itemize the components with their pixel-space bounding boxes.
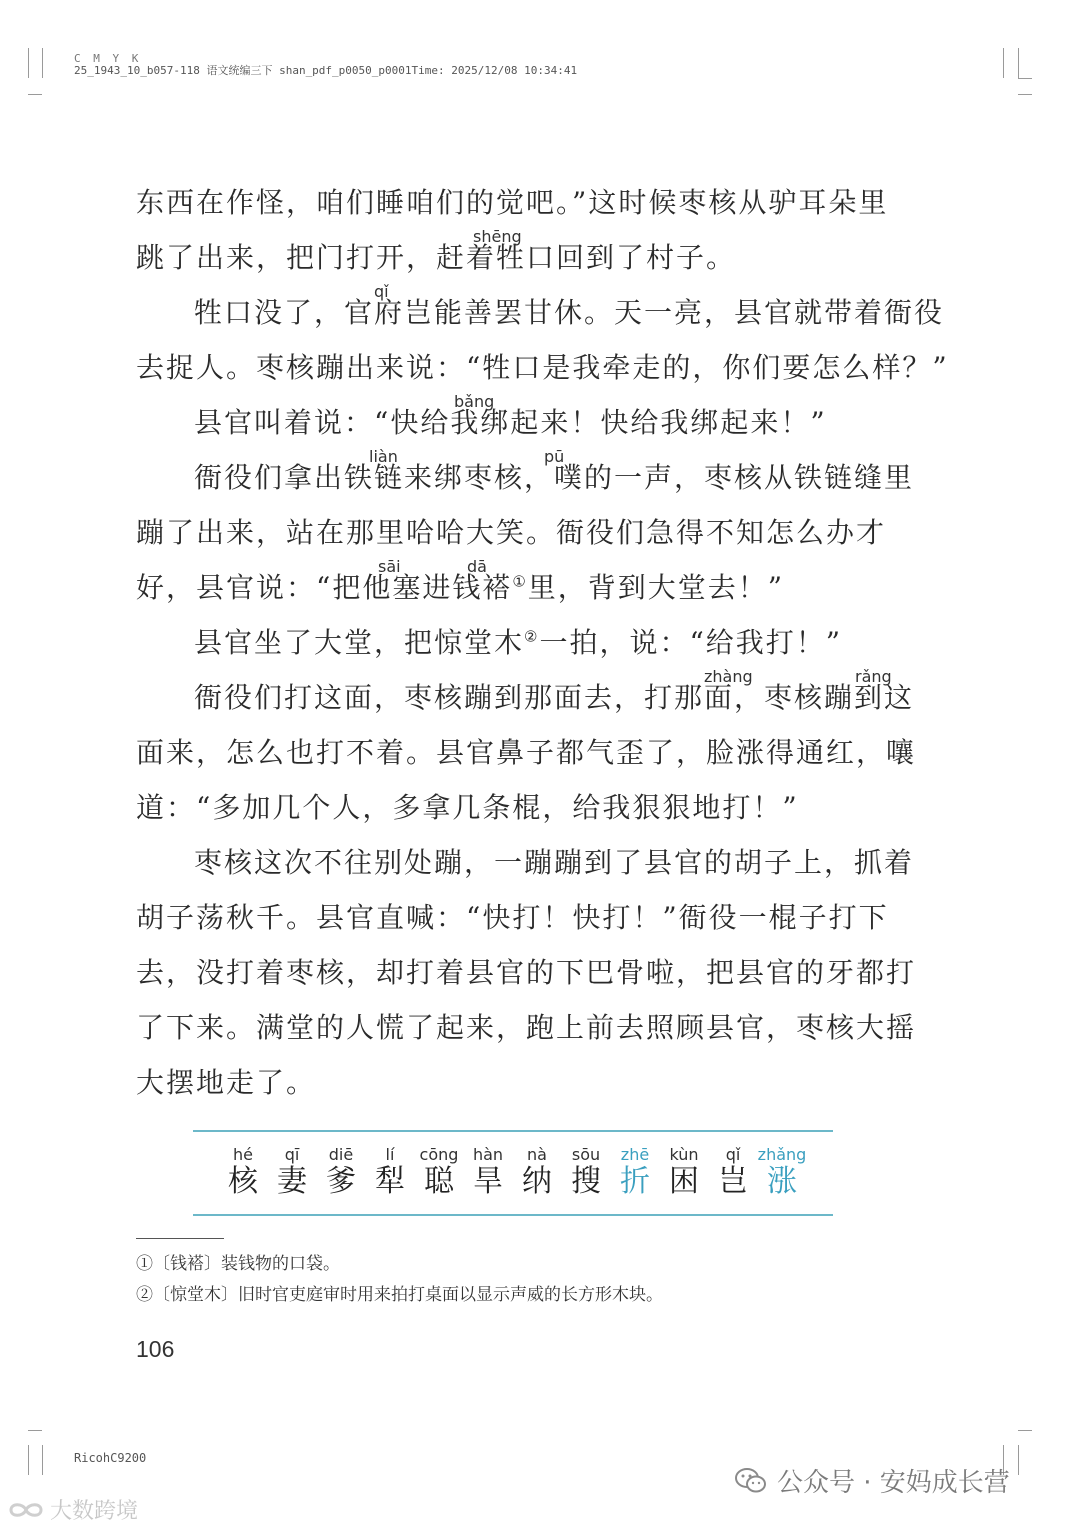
page-number: 106: [136, 1336, 175, 1362]
text-line: 面来，怎么也打不着。县官鼻子都气歪了，脸涨得通红，嚷: [136, 736, 917, 769]
pinyin-annotation: dā: [467, 557, 487, 576]
watermark-brand: [8, 1494, 138, 1525]
crop-mark: [28, 48, 29, 78]
new-words-box: [193, 1130, 833, 1216]
brand-name: 大数跨境: [50, 1499, 139, 1524]
text-line: 枣核这次不往别处蹦，一蹦蹦到了县官的胡子上，抓着: [194, 846, 915, 879]
new-word: qī 妻: [277, 1145, 307, 1199]
text-line: 蹦了出来，站在那里哈哈大笑。衙役们急得不知怎么办才: [136, 516, 887, 549]
pinyin-annotation: qǐ: [374, 282, 389, 301]
new-word: lí 犁: [375, 1145, 405, 1199]
text-line: 县官叫着说：“快给我绑起来！快给我绑起来！” bǎng: [194, 392, 827, 439]
text-line: 好，县官说：“把他塞进钱褡①里，背到大堂去！” sāi dā: [136, 557, 785, 604]
crop-mark: [1018, 48, 1019, 78]
text-line: 道：“多加几个人，多拿几条棍，给我狠狠地打！”: [136, 791, 799, 824]
crop-mark: [1003, 48, 1004, 78]
text-line: 去，没打着枣核，却打着县官的下巴骨啦，把县官的牙都打: [136, 956, 917, 989]
text-line: 了下来。满堂的人慌了起来，跑上前去照顾县官，枣核大摇: [136, 1011, 917, 1044]
footnote-mark: ②: [524, 627, 540, 646]
pinyin-annotation: sāi: [378, 557, 401, 576]
new-word: cōng 聪: [419, 1145, 459, 1199]
crop-mark: [1018, 94, 1032, 95]
pinyin-annotation: pū: [544, 447, 565, 466]
text-line: 东西在作怪，咱们睡咱们的觉吧。”这时候枣核从驴耳朵里: [136, 186, 889, 219]
crop-mark: [28, 1445, 29, 1475]
text-line: 衙役们拿出铁链来绑枣核，噗的一声，枣核从铁链缝里 liàn pū: [194, 447, 915, 494]
crop-mark: [1018, 1445, 1019, 1475]
new-word: qǐ 岂: [718, 1145, 748, 1199]
print-meta: 25_1943_10_b057-118 语文统编三下 shan_pdf_p0050_p0001Time: 2025/12/08 10:34:41: [74, 64, 578, 77]
new-word: nà 纳: [522, 1145, 552, 1199]
new-word: diē 爹: [326, 1145, 356, 1199]
watermark-account: [735, 1462, 1010, 1499]
new-word-polyphonic: zhē 折: [620, 1145, 650, 1199]
text-line: 大摆地走了。: [136, 1066, 317, 1099]
text-line: 胡子荡秋千。县官直喊：“快打！快打！”衙役一棍子打下: [136, 901, 889, 934]
text-line: 牲口没了，官府岂能善罢甘休。天一亮，县官就带着衙役 qǐ: [194, 282, 945, 329]
cmyk-label: C M Y K: [74, 52, 142, 65]
crop-mark: [1018, 78, 1032, 79]
new-word: sōu 搜: [571, 1145, 601, 1199]
pinyin-annotation: zhàng: [704, 667, 753, 686]
new-word: kùn 困: [669, 1145, 699, 1199]
crop-mark: [42, 48, 43, 78]
crop-mark: [1018, 1430, 1032, 1431]
crop-mark: [28, 94, 42, 95]
footnote-divider: [136, 1238, 224, 1239]
crop-mark: [28, 1430, 42, 1431]
pinyin-annotation: bǎng: [454, 392, 495, 411]
crop-mark: [42, 1445, 43, 1475]
story-text: [136, 175, 949, 1110]
new-word: hé 核: [228, 1145, 258, 1199]
brand-logo-icon: [8, 1499, 44, 1521]
pinyin-annotation: liàn: [369, 447, 398, 466]
new-word-polyphonic: zhǎng 涨: [757, 1145, 807, 1199]
print-header: [74, 53, 577, 77]
pinyin-annotation: rǎng: [855, 667, 892, 686]
text-line: 去捉人。枣核蹦出来说：“牲口是我牵走的，你们要怎么样？”: [136, 351, 949, 384]
wechat-icon: [735, 1467, 767, 1495]
watermark-text: 公众号 · 安妈成长营: [777, 1468, 1010, 1498]
new-word: hàn 旱: [472, 1145, 504, 1199]
text-line: 衙役们打这面，枣核蹦到那面去，打那面，枣核蹦到这 zhàng rǎng: [194, 667, 915, 714]
footnote-2: ②〔惊堂木〕旧时官吏庭审时用来拍打桌面以显示声威的长方形木块。: [136, 1285, 663, 1305]
pinyin-annotation: shēng: [473, 227, 522, 246]
footnote-mark: ①: [512, 572, 528, 591]
footnote-1: ①〔钱褡〕装钱物的口袋。: [136, 1254, 340, 1274]
printer-label: RicohC9200: [74, 1451, 147, 1465]
text-line: 跳了出来，把门打开，赶着牲口回到了村子。 shēng: [136, 227, 737, 274]
text-line: 县官坐了大堂，把惊堂木②一拍，说：“给我打！”: [194, 626, 843, 659]
